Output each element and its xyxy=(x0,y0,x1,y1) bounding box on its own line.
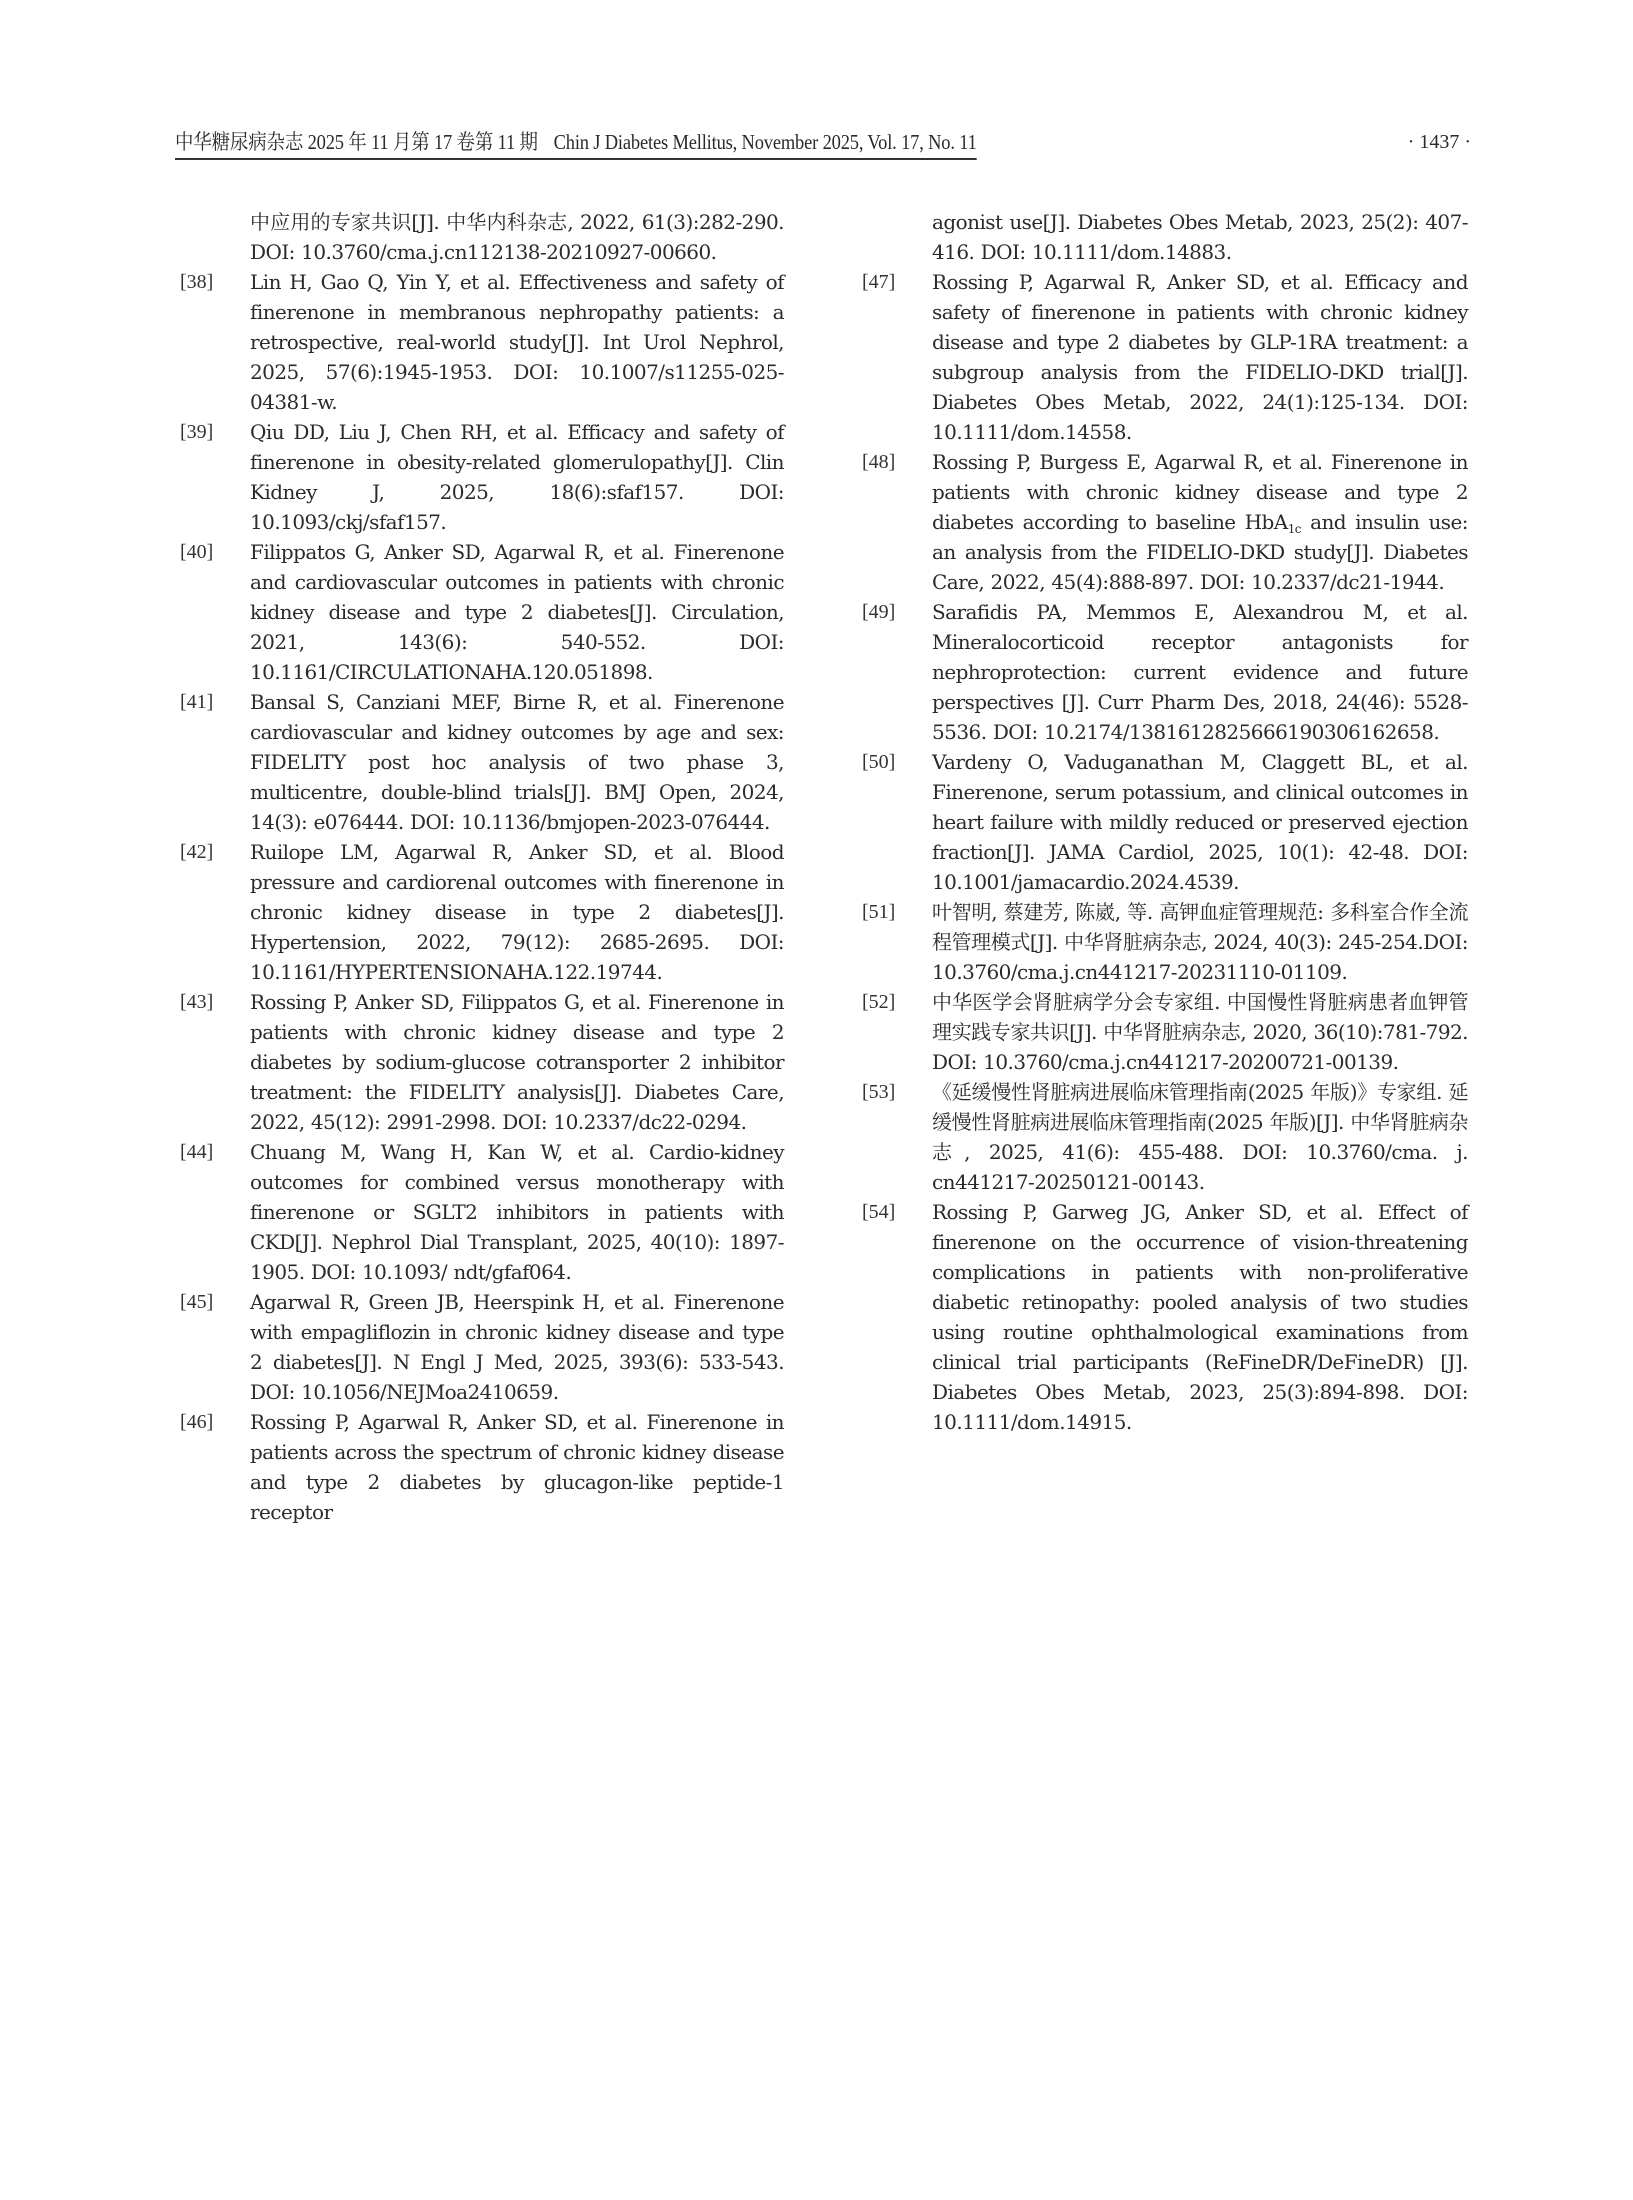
reference-42 xyxy=(180,837,784,987)
reference-47 xyxy=(862,267,1468,447)
reference-text-part: Rossing P, Burgess E, Agarwal R, et al. Finerenone in patients with chronic kidney disease and type 2 diabetes according to baseline HbA xyxy=(932,450,1468,534)
reference-number: [53] xyxy=(862,1081,896,1103)
reference-text: Ruilope LM, Agarwal R, Anker SD, et al. Blood pressure and cardiorenal outcomes with finerenone in chronic kidney disease in type 2 diabetes[J]. Hypertension, 2022, 79(12): 2685-2695. DOI: 10.1161/HYPERTENSIONAHA.122.19744. xyxy=(250,840,784,984)
reference-text: agonist use[J]. Diabetes Obes Metab, 2023, 25(2): 407-416. DOI: 10.1111/dom.14883. xyxy=(932,210,1468,264)
reference-number: [45] xyxy=(180,1291,214,1313)
reference-number: [46] xyxy=(180,1411,214,1433)
running-header xyxy=(175,128,1475,162)
reference-43 xyxy=(180,987,784,1137)
reference-number: [44] xyxy=(180,1141,214,1163)
reference-39 xyxy=(180,417,784,537)
reference-number: [48] xyxy=(862,451,896,473)
reference-number: [38] xyxy=(180,271,214,293)
reference-text-part: and insulin use: an analysis from the FIDELIO-DKD study[J]. Diabetes Care, 2022, 45(4):888-897. DOI: 10.2337/dc21-1944. xyxy=(932,510,1468,594)
reference-49 xyxy=(862,597,1468,747)
reference-text: Rossing P, Agarwal R, Anker SD, et al. Efficacy and safety of finerenone in patients with chronic kidney disease and type 2 diabetes by GLP-1RA treatment: a subgroup analysis from the FIDELIO-DKD trial[J]. Diabetes Obes Metab, 2022, 24(1):125-134. DOI: 10.1111/dom.14558. xyxy=(932,270,1468,444)
reference-continuation xyxy=(180,207,784,267)
reference-number: [51] xyxy=(862,901,896,923)
right-column xyxy=(862,207,1468,1437)
reference-40 xyxy=(180,537,784,687)
reference-number: [42] xyxy=(180,841,214,863)
reference-text: Rossing P, Anker SD, Filippatos G, et al. Finerenone in patients with chronic kidney disease and type 2 diabetes by sodium-glucose cotransporter 2 inhibitor treatment: the FIDELITY analysis[J]. Diabetes Care, 2022, 45(12): 2991-2998. DOI: 10.2337/dc22-0294. xyxy=(250,990,784,1134)
reference-text: Rossing P, Garweg JG, Anker SD, et al. Effect of finerenone on the occurrence of vision-threatening complications in patients with non-proliferative diabetic retinopathy: pooled analysis of two studies using routine ophthalmological examinations from clinical trial participants (ReFineDR/DeFineDR) [J]. Diabetes Obes Metab, 2023, 25(3):894-898. DOI: 10.1111/dom.14915. xyxy=(932,1200,1468,1434)
reference-number: [54] xyxy=(862,1201,896,1223)
hba1c-subscript: 1c xyxy=(1287,522,1301,536)
reference-text: 中华医学会肾脏病学分会专家组. 中国慢性肾脏病患者血钾管理实践专家共识[J]. 中华肾脏病杂志, 2020, 36(10):781-792. DOI: 10.3760/cma.j.cn441217-20200721-00139. xyxy=(932,990,1468,1074)
reference-51 xyxy=(862,897,1468,987)
reference-text: Rossing P, Agarwal R, Anker SD, et al. Finerenone in patients across the spectrum of chronic kidney disease and type 2 diabetes by glucagon-like peptide-1 receptor xyxy=(250,1410,784,1524)
reference-number: [43] xyxy=(180,991,214,1013)
reference-text: Agarwal R, Green JB, Heerspink H, et al. Finerenone with empagliflozin in chronic kidney disease and type 2 diabetes[J]. N Engl J Med, 2025, 393(6): 533-543. DOI: 10.1056/NEJMoa2410659. xyxy=(250,1290,784,1404)
journal-title-cn: 中华糖尿病杂志 2025 年 11 月第 17 卷第 11 期 xyxy=(175,130,538,154)
reference-text: Filippatos G, Anker SD, Agarwal R, et al. Finerenone and cardiovascular outcomes in patients with chronic kidney disease and type 2 diabetes[J]. Circulation, 2021, 143(6): 540-552. DOI: 10.1161/CIRCULATIONAHA.120.051898. xyxy=(250,540,784,684)
reference-53 xyxy=(862,1077,1468,1197)
journal-title-en: Chin J Diabetes Mellitus, November 2025, Vol. 17, No. 11 xyxy=(553,130,977,154)
reference-text xyxy=(932,447,1468,597)
reference-text: Vardeny O, Vaduganathan M, Claggett BL, et al. Finerenone, serum potassium, and clinical outcomes in heart failure with mildly reduced or preserved ejection fraction[J]. JAMA Cardiol, 2025, 10(1): 42-48. DOI: 10.1001/jamacardio.2024.4539. xyxy=(932,750,1468,894)
reference-continuation xyxy=(862,207,1468,267)
left-column xyxy=(180,207,784,1527)
reference-text: 中应用的专家共识[J]. 中华内科杂志, 2022, 61(3):282-290. DOI: 10.3760/cma.j.cn112138-20210927-00660. xyxy=(250,210,784,264)
reference-text: 《延缓慢性肾脏病进展临床管理指南(2025 年版)》专家组. 延缓慢性肾脏病进展临床管理指南(2025 年版)[J]. 中华肾脏病杂志, 2025, 41(6): 455-488. DOI: 10.3760/cma. j. cn441217-20250121-00143. xyxy=(932,1080,1468,1194)
reference-number: [47] xyxy=(862,271,896,293)
reference-44 xyxy=(180,1137,784,1287)
reference-46 xyxy=(180,1407,784,1527)
reference-text: Sarafidis PA, Memmos E, Alexandrou M, et al. Mineralocorticoid receptor antagonists for nephroprotection: current evidence and future perspectives [J]. Curr Pharm Des, 2018, 24(46): 5528-5536. DOI: 10.2174/1381612825666190306162658. xyxy=(932,600,1468,744)
reference-41 xyxy=(180,687,784,837)
reference-52 xyxy=(862,987,1468,1077)
reference-text: Lin H, Gao Q, Yin Y, et al. Effectiveness and safety of finerenone in membranous nephropathy patients: a retrospective, real-world study[J]. Int Urol Nephrol, 2025, 57(6):1945-1953. DOI: 10.1007/s11255-025-04381-w. xyxy=(250,270,784,414)
reference-45 xyxy=(180,1287,784,1407)
reference-number: [49] xyxy=(862,601,896,623)
reference-number: [40] xyxy=(180,541,214,563)
reference-number: [52] xyxy=(862,991,896,1013)
reference-text: Qiu DD, Liu J, Chen RH, et al. Efficacy and safety of finerenone in obesity-related glomerulopathy[J]. Clin Kidney J, 2025, 18(6):sfaf157. DOI: 10.1093/ckj/sfaf157. xyxy=(250,420,784,534)
reference-text: Chuang M, Wang H, Kan W, et al. Cardio-kidney outcomes for combined versus monotherapy with finerenone or SGLT2 inhibitors in patients with CKD[J]. Nephrol Dial Transplant, 2025, 40(10): 1897-1905. DOI: 10.1093/ ndt/gfaf064. xyxy=(250,1140,784,1284)
reference-number: [50] xyxy=(862,751,896,773)
journal-citation-line xyxy=(175,128,977,160)
page-number: · 1437 · xyxy=(1407,131,1471,153)
reference-number: [41] xyxy=(180,691,214,713)
reference-48 xyxy=(862,447,1468,597)
reference-54 xyxy=(862,1197,1468,1437)
reference-38 xyxy=(180,267,784,417)
reference-50 xyxy=(862,747,1468,897)
reference-text: Bansal S, Canziani MEF, Birne R, et al. Finerenone cardiovascular and kidney outcomes by age and sex: FIDELITY post hoc analysis of two phase 3, multicentre, double-blind trials[J]. BMJ Open, 2024, 14(3): e076444. DOI: 10.1136/bmjopen-2023-076444. xyxy=(250,690,784,834)
reference-text: 叶智明, 蔡建芳, 陈崴, 等. 高钾血症管理规范: 多科室合作全流程管理模式[J]. 中华肾脏病杂志, 2024, 40(3): 245-254.DOI: 10.3760/cma.j.cn441217-20231110-01109. xyxy=(932,900,1468,984)
reference-number: [39] xyxy=(180,421,214,443)
